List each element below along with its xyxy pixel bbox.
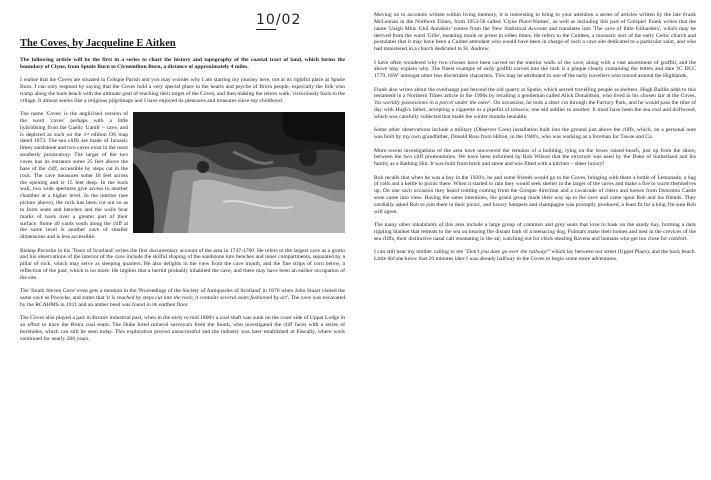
- cave-photo: [133, 112, 345, 233]
- paragraph: The Coves also played a part in Brora's industrial past, when in the early to mid 1800's a coal shaft was sunk on the coast side of Uppat Lodge in an effort to trace the Brora coal seam. The Duke hired mineral surveyors from the South, who investigated the cliff faces with a series of boreholes, which can still be seen today. This exploration proved unsuccessful and the industry was later established at Fascally, where work continued for nearly 200 years.: [20, 315, 345, 342]
- paragraph-with-figure: [20, 111, 345, 241]
- article-title: The Coves, by Jacqueline E Aitken: [20, 38, 176, 49]
- handnote-denominator: 02: [281, 12, 302, 28]
- lead-paragraph: The following article will be the first in a series to chart the history and topography of the coastal tract of land, which forms the boundary of Clyne, from Sputie Burn to Clynemilton Burn, a distance of approximately 4 miles.: [20, 57, 345, 70]
- right-column: [374, 12, 696, 269]
- superscript: st: [86, 130, 89, 136]
- paragraph: The 'Strath Steven Cove' even gets a mention in the 'Proceedings of the Society of Antiquaries of Scotland' in 1870 when John Stuart visited the same cave as Pococke, and states that 'it is reached by steps cut into the rock; it contains several seats fashioned by art'. The cave was excavated by the RCAHMS in 1911 and an amber bead was found in its earthen floor.: [20, 288, 345, 308]
- cave-name-text: The name 'Coves' is the anglicised version of the word 'caves' perhaps with a little hybridising from the Gaelic 'Uamh' – cave, and is depicted as such on the 1: [20, 111, 128, 138]
- cave-description-text: edition OS map dated 1873. The sea cliffs are made of Jurassic limey sandstone and two caves exist in the most southerly promontory. The larger of the two caves has its entrance some 25 feet above the base of the cliff, accessible by steps cut in the rock. The cave measures some 18 feet across the opening and is 15 feet deep. In the back wall, two wide apertures give access to another chamber at a higher level. In the interior (see picture above), the rock has been cut out so as to form seats and benches and the walls bear marks of tools over a greater part of their surface. Some 40 yards south along the cliff at the same level is another cave of smaller dimensions and is less accessible.: [20, 131, 128, 241]
- handnote-number: 10: [256, 12, 276, 28]
- quotation: Don't you dare go over the railway!: [466, 249, 548, 256]
- paragraph: More recent investigations of the area have uncovered the remains of a building, lying on the lower raised beach, just up from the shore, between the two cliff promontories. We have been informed by Rob Wilson that the structure was used by the Duke of Sutherland and his family as a Bathing Hut. It was built from brick and stone and was fitted with a kitchen – sheer luxury!: [374, 147, 696, 168]
- paragraph: Moving on to accounts written within living memory, it is interesting to bring to your attention a series of articles written by the late Frank McLennan in the Northern Times, from 1953-58 called 'Clyne Place-Names', as well as including this part of Golspie! Frank writes that the name 'Uaigh Mhic Ghil Anndreis' comes from the New Statistical Account and translates into 'The cave of little Gillanders', which may be derived from the word 'Gille', meaning monk or priest in olden times. He refers to the Culdees, a monastic sect of the early Celtic church and postulates that it may have been a Culdee attendant who would have been in charge of such a cave site dedicated to a particular saint, and who had ministered in a church dedicated to St. Andrew.: [374, 12, 696, 53]
- paragraph: Rob recalls that when he was a boy in the 1920's, he and some friends would go to the Coves, bringing with them a bottle of Lemonade, a bag of rolls and a kettle to picnic there. When it started to rain they would seek shelter in the larger of the caves and make a fire to warm themselves up. On one such occasion they heard trotting coming from the Golspie direction and a cavalcade of riders and horses from Dunrobin Castle soon came into view. Having the same intentions, the grand group made their way up to the cave and came upon Rob and his friends. They cordially asked Rob to join them in their picnic, and luxury hampers and champagne was promptly produced, a feast fit for a king I'm sure Rob will agree.: [374, 174, 696, 215]
- paragraph: Some other observations include a military (Observer Core) installation built into the ground just above the cliffs, which, on a personal note was built by my own grandfather, Donald Ross from Hilton, in the 1940's, who was working as a foreman for Tawse and Co.: [374, 127, 696, 141]
- paragraph: I realise that the Coves are situated in Golspie Parish and you may wonder why I am starting my journey here, not at its rightful place at Sputie Burn. I can only respond by saying that the Coves hold a very special place in the hearts and psyche of Brora people, especially the folk who tramp along the back beach with the ultimate goal of reaching their target of the Coves, and then making the return walk, victoriously back to the village. It almost seems like a religious pilgrimage and I have enjoyed its pleasures and treasures since my childhood.: [20, 77, 345, 104]
- paragraph: I can still hear my mother calling to me "Don't you dare go over the railway!" which lay between our street (Uppat Place), and the back beach. Little did she know that 20 minutes later I was already halfway to the Coves to begin some more adventures.: [374, 249, 697, 262]
- quotation: his worldly possessions in a parcel under the oxter: [375, 100, 490, 107]
- paragraph: Frank also writes about the overhangs just beyond the old quarry at Sputie, which served travelling people as shelters. Hugh Baillie adds to this testament in a Northern Times article in the 1990s by recalling a gentleman called Alick Donaldson, who lived in his chosen lair at the Coves, 'his worldly possessions in a parcel under the oxter'. On occasions, he took a short cut through the Factory Park, and he would pass the time of day with Hugh's father, accepting a cigarette or a pipeful of tobacco, one old soldier to another. It must have been the sea coal and driftwood, which was carefully collected that made the winter months bearable.: [374, 86, 697, 120]
- handwritten-page-number: 10/02: [256, 12, 302, 28]
- paragraph: The many other inhabitants of this area include a large group of common and grey seals that love to bask on the sandy bay, forming a dark rippling blanket that retreats to the sea on hearing the distant bark of a menacing dog. Fulmars make their homes and nest in the crevices of the sea cliffs, their distinctive nasal call resonating in the air, watching out for chick-stealing Ravens and humans who get too close for comfort.: [374, 222, 696, 242]
- cave-interior-image: [133, 112, 345, 233]
- paragraph: I have often wondered why two crosses have been carved on the interior walls of the cave, along with a vast assortment of graffiti, and the above may explain why. The finest example of early graffiti carved into the rock is a plaque clearly containing the letters and date 'IC DCC 1779, ISW' amongst other less discernible characters. This may be attributed to one of the early travellers who toured around the Highlands.: [374, 59, 696, 80]
- left-column: [20, 38, 345, 349]
- quotation: it is reached by steps cut into the rock; it contains several seats fashioned by art: [106, 295, 287, 302]
- paragraph: Bishop Pococke in his 'Tours of Scotland' writes the first documentary account of the area in 1747-1760. He refers to the largest cave as a grotto and his observations of the interior of the cave include the skilful shaping of the sandstone into benches and inner compartments, separated by a pillar of rock, which may serve as sleeping quarters. He also delights in the view from the cave mouth, and the fine strips of corn below, a reflection of the past, which is no more. He implies that a hermit probably inhabited the cave, and there may have been an earlier occupation of the site.: [20, 247, 345, 281]
